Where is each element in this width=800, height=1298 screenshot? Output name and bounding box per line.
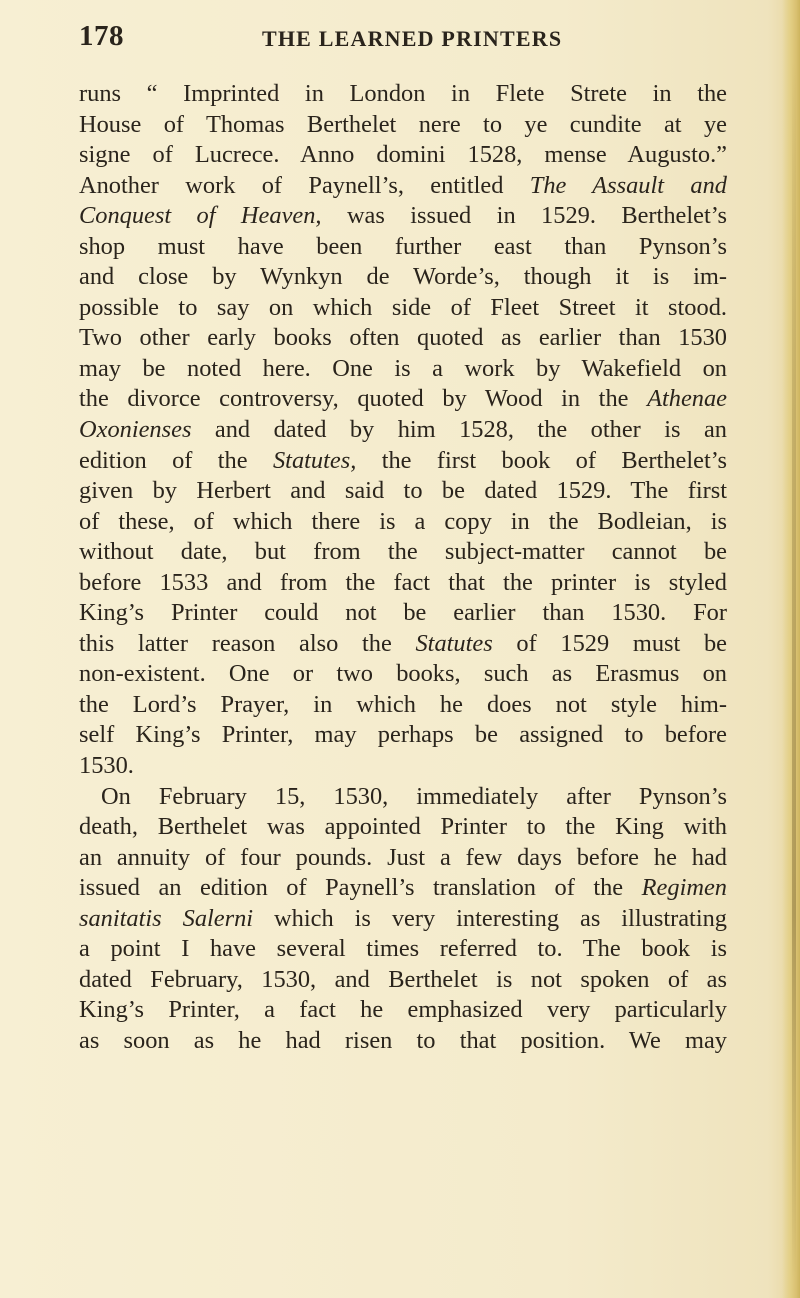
running-head: THE LEARNED PRINTERS: [262, 26, 563, 51]
page-edge-shadow: [792, 60, 796, 1280]
text-line: before 1533 and from the fact that the printer is styled: [79, 568, 727, 596]
page-number: 178: [79, 20, 124, 52]
text-line: shop must have been further east than Pynson’s: [79, 232, 727, 260]
text-line: signe of Lucrece. Anno domini 1528, mense Augusto.”: [79, 141, 727, 169]
page-edge: [782, 0, 800, 1298]
text-line: a point I have several times referred to. The book is: [79, 935, 727, 963]
text-line: Oxonienses and dated by him 1528, the other is an: [79, 416, 727, 444]
text-line: given by Herbert and said to be dated 1529. The first: [79, 477, 727, 505]
text-line: self King’s Printer, may perhaps be assigned to before: [79, 721, 727, 749]
text-line: dated February, 1530, and Berthelet is not spoken of as: [79, 965, 727, 993]
text-line: non-existent. One or two books, such as Erasmus on: [79, 660, 727, 688]
book-title: Athenae: [647, 385, 727, 413]
text-line: On February 15, 1530, immediately after Pynson’s: [101, 782, 727, 810]
text-line: may be noted here. One is a work by Wakefield on: [79, 354, 727, 382]
text-line: King’s Printer could not be earlier than 1530. For: [79, 599, 727, 627]
book-title: Regimen: [641, 874, 727, 902]
text-line: King’s Printer, a fact he emphasized very particularly: [79, 996, 727, 1024]
text-line: issued an edition of Paynell’s translation of the Regimen: [79, 874, 727, 902]
text-line: possible to say on which side of Fleet Street it stood.: [79, 293, 727, 321]
book-title: Statutes: [415, 629, 493, 657]
text-line: 1530.: [79, 752, 134, 780]
text-line: of these, of which there is a copy in the Bodleian, is: [79, 507, 727, 535]
text-line: this latter reason also the Statutes of 1529 must be: [79, 629, 727, 657]
text-line: the divorce controversy, quoted by Wood in the Athenae: [79, 385, 727, 413]
text-line: an annuity of four pounds. Just a few days before he had: [79, 843, 727, 871]
text-line: as soon as he had risen to that position. We may: [79, 1026, 727, 1054]
book-title: Oxonienses: [79, 416, 192, 444]
text-line: Conquest of Heaven, was issued in 1529. Berthelet’s: [79, 202, 727, 230]
book-title: Statutes,: [272, 446, 357, 474]
book-title: The Assault and: [529, 171, 727, 199]
page-header: [79, 20, 727, 54]
text-line: House of Thomas Berthelet nere to ye cundite at ye: [79, 110, 727, 138]
text-line: the Lord’s Prayer, in which he does not style him-: [79, 690, 727, 718]
text-line: runs “ Imprinted in London in Flete Strete in the: [79, 80, 727, 107]
text-line: without date, but from the subject-matter cannot be: [79, 538, 727, 566]
text-line: Another work of Paynell’s, entitled The Assault and: [79, 171, 727, 199]
text-line: and close by Wynkyn de Worde’s, though it is im-: [79, 263, 727, 291]
text-line: edition of the Statutes, the first book of Berthelet’s: [79, 446, 727, 474]
book-title: sanitatis Salerni: [79, 904, 254, 932]
body-text: [79, 79, 727, 1057]
text-line: death, Berthelet was appointed Printer to the King with: [79, 813, 727, 841]
book-title: Conquest of Heaven,: [79, 202, 322, 230]
text-line: Two other early books often quoted as earlier than 1530: [79, 324, 727, 352]
text-line: sanitatis Salerni which is very interesting as illustrating: [79, 904, 727, 932]
